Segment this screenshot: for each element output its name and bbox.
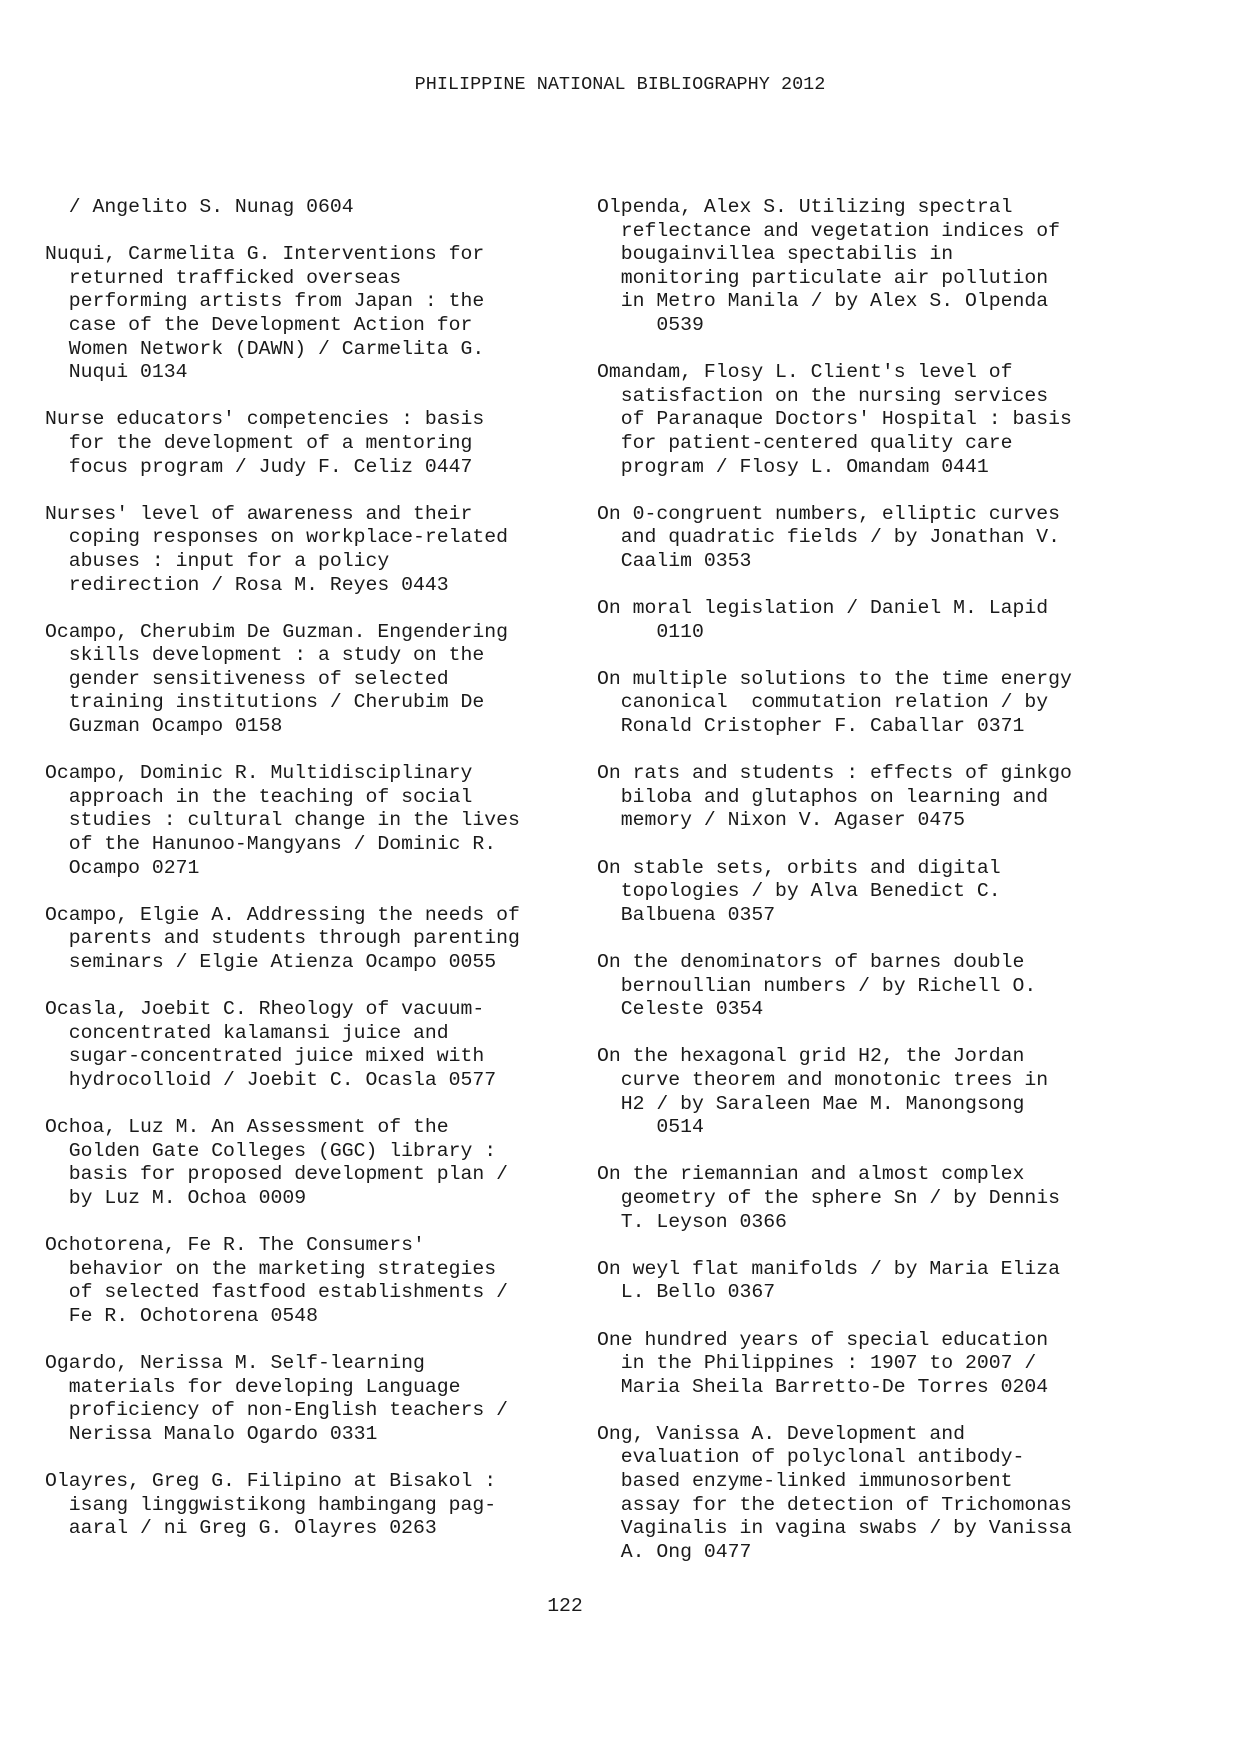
bibliography-entry [45, 1234, 605, 1328]
entry-line: Ocampo, Elgie A. Addressing the needs of [45, 903, 520, 926]
entry-line: biloba and glutaphos on learning and [597, 785, 1049, 808]
bibliography-entry [597, 1258, 1157, 1305]
entry-line: canonical commutation relation / by [597, 691, 1049, 714]
bibliography-entry [45, 503, 605, 597]
entry-line: isang linggwistikong hambingang pag- [45, 1493, 497, 1516]
entry-line: Nuqui 0134 [45, 361, 188, 384]
entry-line: sugar-concentrated juice mixed with [45, 1045, 485, 1068]
entry-line: performing artists from Japan : the [45, 290, 485, 313]
entry-line: Nurses' level of awareness and their [45, 502, 473, 525]
entry-line: On multiple solutions to the time energy [597, 667, 1072, 690]
bibliography-entry [597, 857, 1157, 928]
entry-line: Fe R. Ochotorena 0548 [45, 1304, 319, 1327]
entry-line: assay for the detection of Trichomonas [597, 1493, 1072, 1516]
entry-line: of Paranaque Doctors' Hospital : basis [597, 408, 1072, 431]
entry-line: returned trafficked overseas [45, 266, 402, 289]
entry-line: approach in the teaching of social [45, 785, 473, 808]
entry-line: Ong, Vanissa A. Development and [597, 1422, 965, 1445]
entry-line: Guzman Ocampo 0158 [45, 715, 283, 738]
entry-line: bernoullian numbers / by Richell O. [597, 974, 1037, 997]
entry-line: behavior on the marketing strategies [45, 1257, 497, 1280]
entry-line: On the riemannian and almost complex [597, 1163, 1025, 1186]
entry-line: memory / Nixon V. Agaser 0475 [597, 809, 965, 832]
bibliography-entry [597, 503, 1157, 574]
entry-line: proficiency of non-English teachers / [45, 1399, 508, 1422]
bibliography-entry [45, 1470, 605, 1541]
bibliography-entry [45, 998, 605, 1092]
bibliography-entry [45, 243, 605, 385]
entry-line: Ronald Cristopher F. Caballar 0371 [597, 715, 1025, 738]
entry-line: On rats and students : effects of ginkgo [597, 762, 1072, 785]
entry-line: Ocampo, Cherubim De Guzman. Engendering [45, 620, 508, 643]
entry-line: A. Ong 0477 [597, 1540, 752, 1563]
right-column [597, 196, 1157, 1588]
entry-line: focus program / Judy F. Celiz 0447 [45, 455, 473, 478]
entry-line: Omandam, Flosy L. Client's level of [597, 361, 1013, 384]
bibliography-entry [597, 597, 1157, 644]
entry-line: of selected fastfood establishments / [45, 1281, 508, 1304]
bibliography-entry [45, 762, 605, 880]
bibliography-entry [45, 408, 605, 479]
entry-line: Ocasla, Joebit C. Rheology of vacuum- [45, 998, 485, 1021]
entry-line: On stable sets, orbits and digital [597, 856, 1001, 879]
entry-line: in the Philippines : 1907 to 2007 / [597, 1352, 1037, 1375]
entry-line: concentrated kalamansi juice and [45, 1021, 449, 1044]
entry-line: Olpenda, Alex S. Utilizing spectral [597, 196, 1013, 218]
entry-line: topologies / by Alva Benedict C. [597, 880, 1001, 903]
bibliography-entry [597, 1329, 1157, 1400]
entry-line: for patient-centered quality care [597, 431, 1013, 454]
bibliography-entry [597, 196, 1157, 338]
bibliography-entry [45, 196, 605, 220]
entry-line: case of the Development Action for [45, 313, 473, 336]
bibliography-entry [597, 1423, 1157, 1565]
entry-line: gender sensitiveness of selected [45, 667, 449, 690]
page-number: 122 [547, 1595, 583, 1617]
entry-line: program / Flosy L. Omandam 0441 [597, 455, 989, 478]
bibliography-entry [45, 1116, 605, 1210]
entry-line: / Angelito S. Nunag 0604 [45, 196, 354, 218]
bibliography-entry [597, 361, 1157, 479]
entry-line: redirection / Rosa M. Reyes 0443 [45, 573, 449, 596]
entry-line: 0110 [597, 620, 704, 643]
bibliography-entry [45, 621, 605, 739]
bibliography-entry [597, 1045, 1157, 1139]
entry-line: bougainvillea spectabilis in [597, 243, 954, 266]
entry-line: seminars / Elgie Atienza Ocampo 0055 [45, 951, 497, 973]
entry-line: abuses : input for a policy [45, 549, 390, 572]
entry-line: One hundred years of special education [597, 1328, 1049, 1351]
entry-line: Ochoa, Luz M. An Assessment of the [45, 1116, 449, 1139]
entry-line: Maria Sheila Barretto-De Torres 0204 [597, 1375, 1049, 1398]
entry-line: Ogardo, Nerissa M. Self-learning [45, 1352, 425, 1375]
entry-line: skills development : a study on the [45, 644, 485, 667]
entry-line: for the development of a mentoring [45, 431, 473, 454]
entry-line: Nerissa Manalo Ogardo 0331 [45, 1422, 378, 1445]
entry-line: On the denominators of barnes double [597, 951, 1025, 973]
entry-line: H2 / by Saraleen Mae M. Manongsong [597, 1092, 1025, 1115]
entry-line: On moral legislation / Daniel M. Lapid [597, 597, 1049, 620]
entry-line: Ocampo, Dominic R. Multidisciplinary [45, 762, 473, 785]
entry-line: studies : cultural change in the lives [45, 809, 520, 832]
entry-line: Nurse educators' competencies : basis [45, 408, 485, 431]
bibliography-entry [597, 1163, 1157, 1234]
entry-line: of the Hanunoo-Mangyans / Dominic R. [45, 833, 497, 856]
bibliography-entry [597, 668, 1157, 739]
entry-line: hydrocolloid / Joebit C. Ocasla 0577 [45, 1068, 497, 1091]
bibliography-entry [45, 904, 605, 975]
entry-line: geometry of the sphere Sn / by Dennis [597, 1186, 1060, 1209]
entry-line: Caalim 0353 [597, 549, 752, 572]
entry-line: and quadratic fields / by Jonathan V. [597, 526, 1060, 549]
entry-line: parents and students through parenting [45, 927, 520, 950]
entry-line: On weyl flat manifolds / by Maria Eliza [597, 1257, 1060, 1280]
entry-line: reflectance and vegetation indices of [597, 219, 1060, 242]
entry-line: coping responses on workplace-related [45, 526, 508, 549]
entry-line: monitoring particulate air pollution [597, 266, 1049, 289]
entry-line: Golden Gate Colleges (GGC) library : [45, 1139, 497, 1162]
entry-line: training institutions / Cherubim De [45, 691, 485, 714]
bibliography-entry [597, 951, 1157, 1022]
entry-line: Balbuena 0357 [597, 903, 776, 926]
entry-line: basis for proposed development plan / [45, 1163, 508, 1186]
page-title: PHILIPPINE NATIONAL BIBLIOGRAPHY 2012 [414, 74, 826, 95]
entry-line: Ochotorena, Fe R. The Consumers' [45, 1234, 425, 1257]
bibliography-entry [45, 1352, 605, 1446]
bibliography-entry [597, 762, 1157, 833]
entry-line: On the hexagonal grid H2, the Jordan [597, 1045, 1025, 1068]
entry-line: Nuqui, Carmelita G. Interventions for [45, 243, 485, 266]
entry-line: T. Leyson 0366 [597, 1210, 787, 1233]
entry-line: Celeste 0354 [597, 998, 764, 1021]
entry-line: satisfaction on the nursing services [597, 384, 1049, 407]
entry-line: Women Network (DAWN) / Carmelita G. [45, 337, 485, 360]
left-column [45, 196, 605, 1564]
entry-line: L. Bello 0367 [597, 1281, 776, 1304]
entry-line: Ocampo 0271 [45, 856, 200, 879]
entry-line: evaluation of polyclonal antibody- [597, 1446, 1025, 1469]
entry-line: curve theorem and monotonic trees in [597, 1068, 1049, 1091]
entry-line: aaral / ni Greg G. Olayres 0263 [45, 1517, 437, 1540]
entry-line: On 0-congruent numbers, elliptic curves [597, 502, 1060, 525]
entry-line: based enzyme-linked immunosorbent [597, 1470, 1013, 1493]
entry-line: Olayres, Greg G. Filipino at Bisakol : [45, 1470, 497, 1493]
entry-line: by Luz M. Ochoa 0009 [45, 1186, 307, 1209]
entry-line: materials for developing Language [45, 1375, 461, 1398]
entry-line: Vaginalis in vagina swabs / by Vanissa [597, 1517, 1072, 1540]
entry-line: 0539 [597, 313, 704, 336]
entry-line: in Metro Manila / by Alex S. Olpenda [597, 290, 1049, 313]
entry-line: 0514 [597, 1116, 704, 1139]
